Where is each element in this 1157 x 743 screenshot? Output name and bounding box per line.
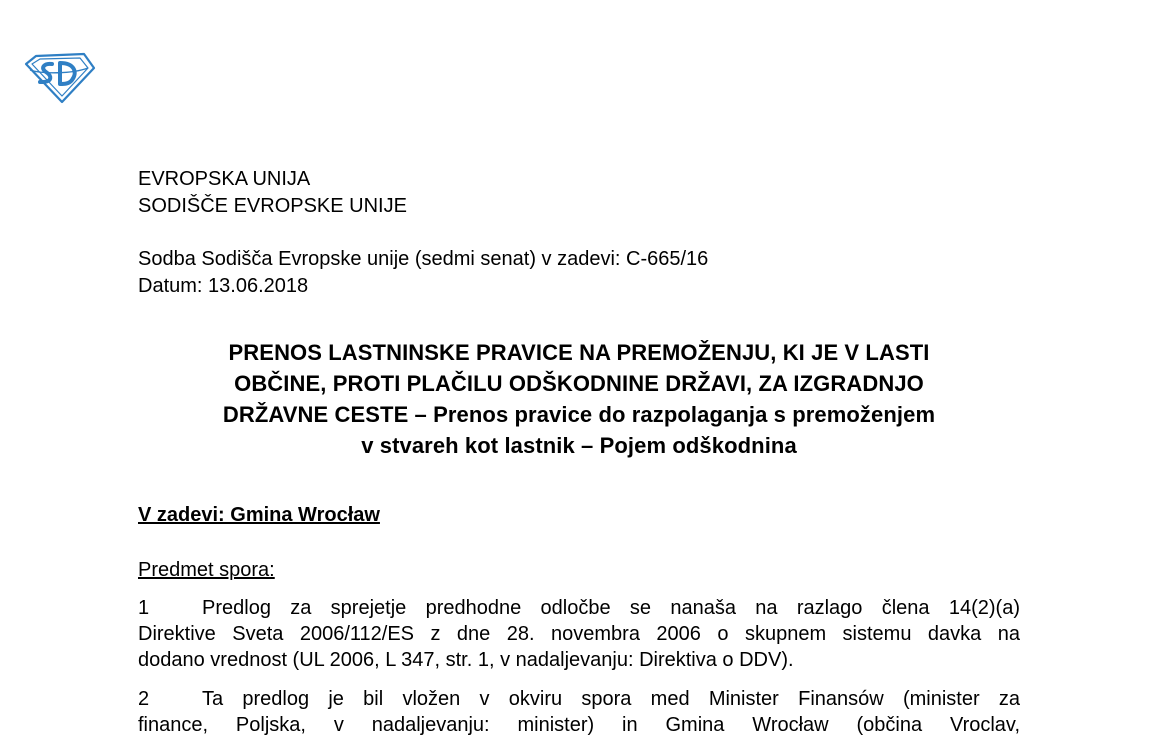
document-title <box>138 337 1020 461</box>
case-name: V zadevi: Gmina Wrocław <box>138 504 380 526</box>
title-line-2: OBČINE, PROTI PLAČILU ODŠKODNINE DRŽAVI, ZA IZGRADNJO <box>234 371 924 396</box>
title-line-1: PRENOS LASTNINSKE PRAVICE NA PREMOŽENJU, KI JE V LASTI <box>228 340 930 365</box>
judgment-date: Datum: 13.06.2018 <box>138 275 309 297</box>
subject-heading: Predmet spora: <box>138 559 275 581</box>
paragraph-text: Predlog za sprejetje predhodne odločbe se nanaša na razlago člena 14(2)(a) <box>202 597 1020 619</box>
paragraph-number: 2 <box>138 688 150 710</box>
paragraph-1 <box>138 595 1020 673</box>
title-line-3: DRŽAVNE CESTE – Prenos pravice do razpolaganja s premoženjem <box>222 402 936 427</box>
paragraph-line <box>138 595 1020 621</box>
header-line-2: SODIŠČE EVROPSKE UNIJE <box>138 195 407 217</box>
paragraph-2 <box>138 686 1020 738</box>
paragraph-line: Direktive Sveta 2006/112/ES z dne 28. novembra 2006 o skupnem sistemu davka na <box>138 623 1020 645</box>
judgment-reference: Sodba Sodišča Evropske unije (sedmi senat) v zadevi: C-665/16 <box>138 248 709 270</box>
paragraph-line: dodano vrednost (UL 2006, L 347, str. 1, v nadaljevanju: Direktiva o DDV). <box>138 649 794 671</box>
paragraph-text: Ta predlog je bil vložen v okviru spora med Minister Finansów (minister za <box>202 688 1020 710</box>
paragraph-line: finance, Poljska, v nadaljevanju: minister) in Gmina Wrocław (občina Vroclav, <box>138 714 1020 736</box>
paragraph-line <box>138 686 1020 712</box>
title-line-4: v stvareh kot lastnik – Pojem odškodnina <box>361 433 797 458</box>
court-logo-icon <box>22 50 96 104</box>
header-line-1: EVROPSKA UNIJA <box>138 168 311 190</box>
paragraph-number: 1 <box>138 597 150 619</box>
